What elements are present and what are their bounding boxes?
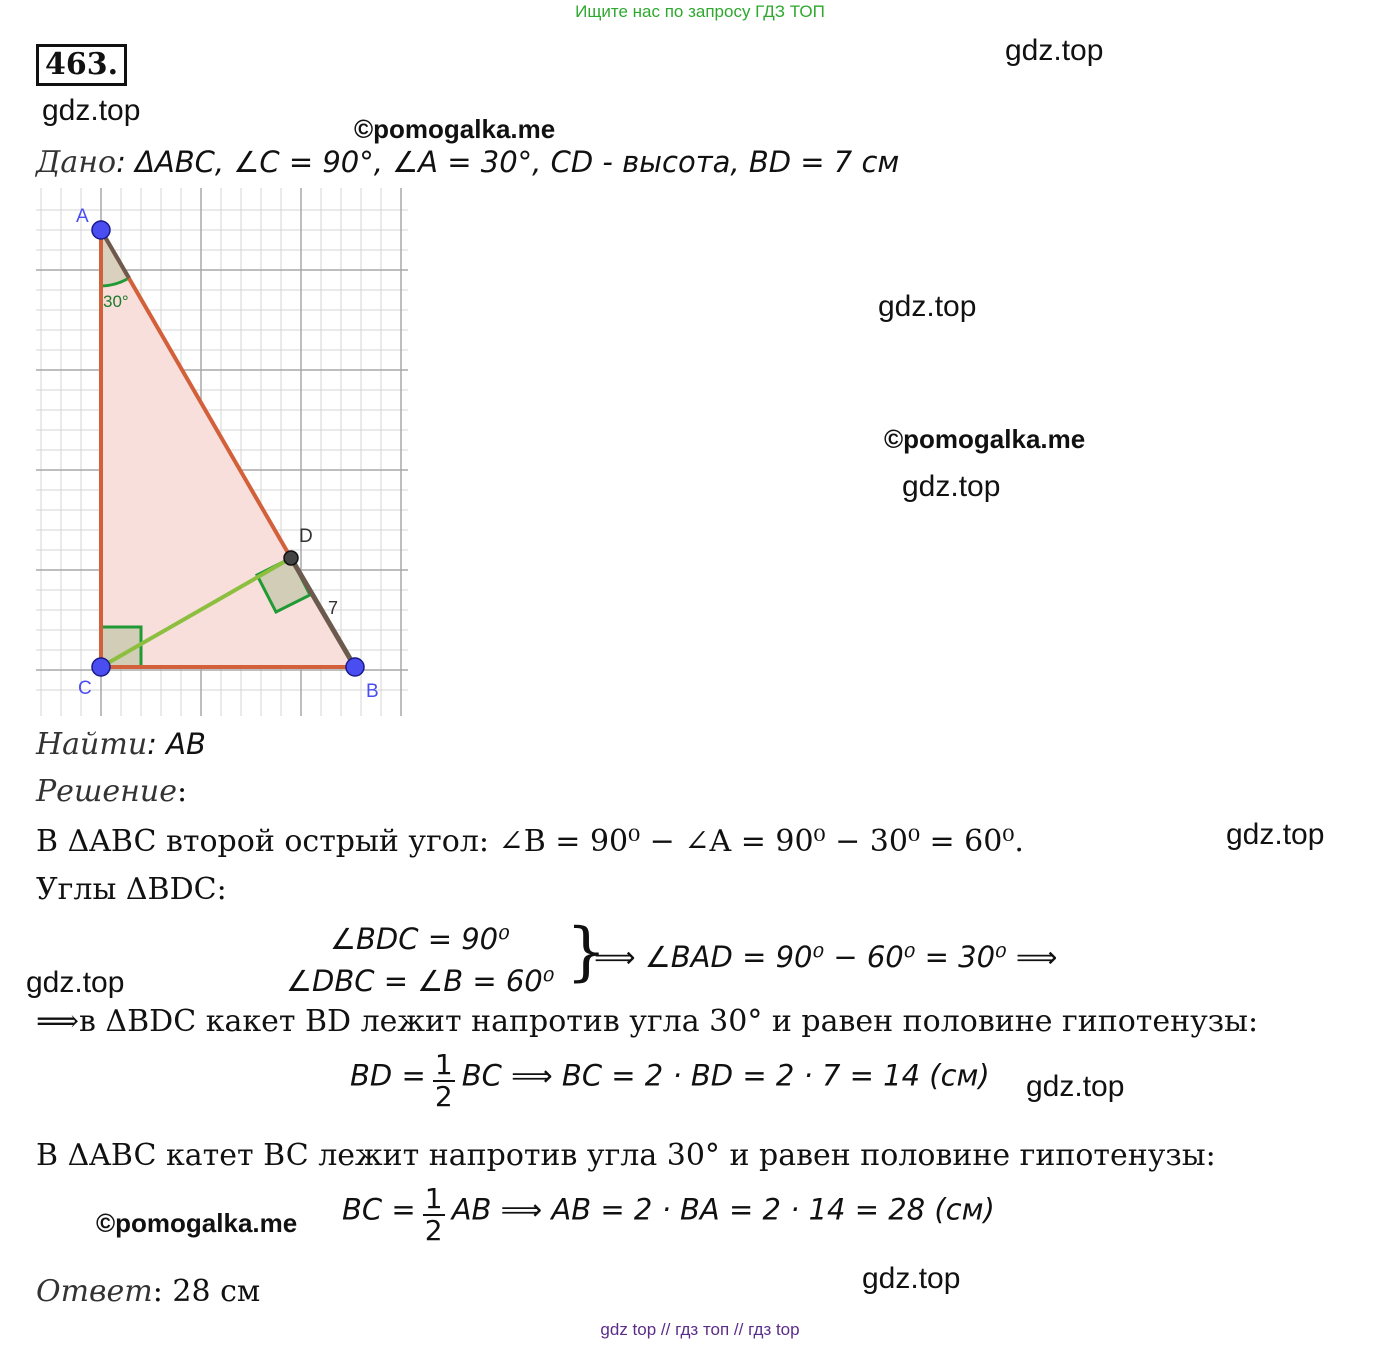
- eq1-denominator: 2: [434, 1080, 453, 1113]
- eq2-fraction: [423, 1184, 445, 1246]
- watermark-pomogalka: ©pomogalka.me: [96, 1208, 298, 1238]
- system-eq-1: ∠BDC = 90⁰: [330, 922, 510, 956]
- point-c: [92, 658, 110, 676]
- watermark-gdz: gdz.top: [26, 966, 125, 999]
- top-banner[interactable]: Ищите нас по запросу ГДЗ ТОП: [575, 2, 825, 21]
- system-eq-2: ∠DBC = ∠B = 60⁰: [286, 964, 555, 998]
- watermark-gdz: gdz.top: [1226, 818, 1325, 851]
- answer-label: Ответ: [36, 1274, 153, 1309]
- find-text: : AB: [147, 727, 206, 761]
- label-a: A: [76, 206, 89, 227]
- watermark-pomogalka: ©pomogalka.me: [884, 424, 1086, 454]
- equation-2: [342, 1184, 995, 1246]
- solution-label-line: Решение:: [36, 774, 188, 809]
- watermark-gdz: gdz.top: [42, 94, 141, 127]
- point-b: [346, 658, 364, 676]
- watermark-gdz: gdz.top: [862, 1262, 961, 1295]
- watermark-gdz: gdz.top: [902, 470, 1001, 503]
- equation-1: [350, 1050, 990, 1112]
- watermark-gdz: gdz.top: [878, 290, 977, 323]
- solution-line-1: В ΔABC второй острый угол: ∠B = 90⁰ − ∠A = 90⁰ − 30⁰ = 60⁰.: [36, 824, 1024, 859]
- answer-text: : 28 см: [152, 1274, 261, 1309]
- eq2-numerator: 1: [424, 1182, 443, 1215]
- solution-line-3: ⟹в ΔBDC какет BD лежит напротив угла 30° и равен половине гипотенузы:: [36, 1004, 1259, 1039]
- solution-label: Решение: [36, 774, 177, 809]
- solution-line-4: В ΔABC катет BC лежит напротив угла 30° и равен половине гипотенузы:: [36, 1138, 1216, 1173]
- answer-line: [36, 1274, 260, 1310]
- solution-line-2: Углы ΔBDC:: [36, 872, 227, 907]
- eq1-left: BD =: [350, 1058, 426, 1093]
- given-line: [36, 144, 899, 181]
- find-line: [36, 726, 206, 763]
- triangle-figure: [36, 188, 412, 718]
- point-a: [92, 221, 110, 239]
- system-brace: }: [566, 915, 607, 989]
- watermark-gdz: gdz.top: [1026, 1070, 1125, 1103]
- eq1-fraction: [433, 1050, 455, 1112]
- problem-number: 463.: [36, 44, 127, 86]
- given-label: Дано: [36, 145, 117, 180]
- label-d: D: [299, 526, 313, 547]
- watermark-pomogalka: ©pomogalka.me: [354, 114, 556, 144]
- eq1-right: BC ⟹ BC = 2 · BD = 2 · 7 = 14 (см): [461, 1058, 990, 1093]
- bottom-banner[interactable]: gdz top // гдз топ // гдз top: [600, 1320, 800, 1339]
- angle-label: 30°: [103, 292, 129, 311]
- watermark-gdz: gdz.top: [1005, 34, 1104, 67]
- point-d: [284, 551, 298, 565]
- eq2-right: AB ⟹ AB = 2 · BA = 2 · 14 = 28 (см): [451, 1192, 995, 1227]
- eq1-numerator: 1: [434, 1048, 453, 1081]
- system-result: ⟹ ∠BAD = 90⁰ − 60⁰ = 30⁰ ⟹: [594, 940, 1058, 974]
- given-text: : ΔABC, ∠C = 90°, ∠A = 30°, CD - высота, BD = 7 см: [116, 145, 900, 179]
- side-label: 7: [328, 598, 339, 618]
- label-c: C: [78, 678, 92, 699]
- label-b: B: [366, 681, 379, 702]
- find-label: Найти: [36, 727, 148, 762]
- eq2-left: BC =: [342, 1192, 416, 1227]
- eq2-denominator: 2: [424, 1214, 443, 1247]
